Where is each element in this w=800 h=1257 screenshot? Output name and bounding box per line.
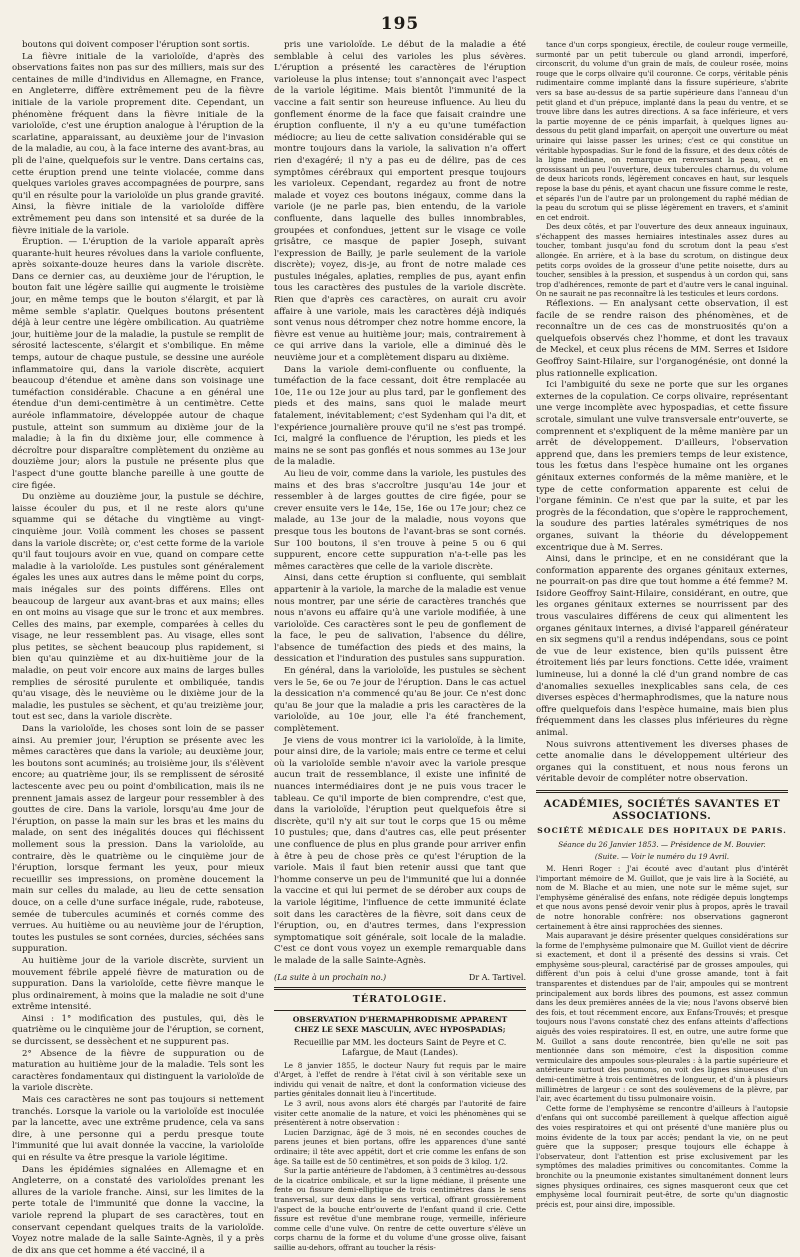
paragraph: Le 3 avril, nous avons alors été chargés par l'autorité de faire visiter cette anomalie de la nature, et voici les phénomènes qui se présentèrent à notre observation :	[274, 1099, 526, 1128]
paragraph: Des deux côtés, et par l'ouverture des deux anneaux inguinaux, s'échappent des masses herniaires intestinales assez dures au toucher, tombant jusqu'au fond du scrotum dont la peau s'est allongée. En arrière, et à la base du scrotum, on distingue deux petits corps ovoïdes de la grosseur d'une petite noisette, durs au toucher, sensibles à la pression, et suspendus à un cordon qui, sans trop d'adhérences, remonte de part et d'autre vers le canal inguinal. On ne saurait ne pas reconnaître là les testicules et leurs cordons.	[536, 222, 788, 299]
to-be-continued-note: (La suite à un prochain no.)	[274, 972, 387, 982]
author-signature: Dr A. Tartivel.	[468, 972, 526, 982]
section-heading: ACADÉMIES, SOCIÉTÉS SAVANTES ET ASSOCIATIONS.	[543, 798, 781, 822]
paragraph: tance d'un corps spongieux, érectile, de couleur rouge vermeille, surmonté par un petit tubercule ou gland arrondi, imperforé, circonscrit, du volume d'un grain de maïs, de couleur rosée, moins rouge que le corps ollvaire qu'il couronne. Ce corps, véritable pénis rudimentaire comme implanté dans la fissure supérieure, s'abrite vers sa base au-dessus de sa partie supérieure dans l'anneau d'un petit gland et d'un prépuce, implanté dans la peau du ventre, et se trouve libre dans les autres directions. A sa face inférieure, et vers la partie moyenne de ce pénis imparfait, à quelques lignes au-dessous du petit gland imparfait, on aperçoit une ouverture ou méat urinaire qui laisse passer les urines; c'est ce qui constitue un véritable hypospadias. Sur le fond de la fissure, et des deux côtés de la ligne médiane, on remarque en renversant la peau, et en grossissant un peu l'ouverture, deux tubercules charnus, du volume de deux haricots ronds, légèrement concaves en haut, sur lesquels repose la base du pénis, et ayant chacun une fissure comme le reste, et séparés l'un de l'autre par un prolongement du raphé médian de la peau du scrotum qui se plisse légèrement en travers, et s'aminit en cet endroit.	[536, 40, 788, 222]
paragraph: Sur la partie antérieure de l'abdomen, à 3 centimètres au-dessous de la cicatrice ombilicale, et sur la ligne médiane, il présente une fente ou fissure demi-elliptique de trois centimètres dans le sens transversal, sur deux dans le sens vertical, offrant grossièrement l'aspect de la bouche entr'ouverte de l'enfant quand il crie. Cette fissure est revêtue d'une membrane rouge, vermeille, inférieure comme celle d'une vulve. On rentre de cette ouverture s'élève un corps charnu de la forme et du volume d'une grosse olive, faisant saillie au-dehors, offrant au toucher la résis-	[274, 1166, 526, 1252]
section-title: TÉRATOLOGIE.	[352, 994, 448, 1006]
paragraph: Mais auparavant je désire présenter quelques considérations sur la forme de l'emphysème pulmonaire que M. Guillot vient de décrire si exactement, et dont il a présenté des dessins si vrais. Cet emphysème sous-pleural, caractérisé par de grosses ampoules, qui diffèrent d'un pois à celui d'une grosse amande, tont à fait transparentes et distendues par de l'air, ampoules qui se montrent principalement aux bords libres des poumons, est assez commun dans les deux premières années de la vie; nous l'avons observé bien des fois, et tout récemment encore, aux Enfans-Trouvés; et presque toujours nous l'avons constaté chez des enfans atteints d'affections aiguës des voies respiratoires. Il est, en outre, une autre forme que M. Guillot a sans doute rencontrée, bien qu'elle ne soit pas mentionnée dans son mémoire, c'est la disposition comme vermiculaire des ampoules sous-pleurales : à la partie supérieure et antérieure surtout des poumons, on voit des lignes sinueuses d'un demi-centimètre à trois centimètres de longueur, et d'un à plusieurs millimètres de largeur : ce sont des soulèvemens de la plèvre, par l'air, avec écartement du tissu pulmonaire voisin.	[536, 931, 788, 1104]
paragraph: Je viens de vous montrer ici la varioloïde, à la limite, pour ainsi dire, de la variole; mais entre ce terme et celui où la varioloïde semble n'avoir avec la variole presque aucun trait de ressemblance, il existe une infinité de nuances intermédiaires dont je ne puis vous tracer le tableau. Ce qu'il importe de bien comprendre, c'est que, dans la varioloïde, l'éruption peut quelquefois être si discrète, qu'il n'y ait sur tout le corps que 15 ou même 10 pustules; que, dans d'autres cas, elle peut présenter une confluence de plus en plus grande pour arriver enfin à être à peu de chose près ce qu'est l'éruption de la variole. Mais il faut bien retenir aussi que tant que l'homme conserve un peu de l'immunité que lui a donnée la vaccine et qui lui permet de se dérober aux coups de la variole légitime, l'influence de cette immunité éclate soit dans les caractères de la fièvre, soit dans ceux de l'éruption, ou, en d'autres termes, dans l'expression symptomatique soit générale, soit locale de la maladie. C'est ce dont vous voyez un exemple remarquable dans le malade de la salle Sainte-Agnès.	[274, 735, 526, 966]
article-signoff	[274, 972, 526, 984]
paragraph: Dans la varioloïde, les choses sont loin de se passer ainsi. Au premier jour, l'éruption se présente avec les mêmes caractères que dans la variole; au deuxième jour, les boutons sont acuminés; au troisième jour, ils s'élèvent encore; au quatrième jour, ils se remplissent de sérosité lactescente avec peu ou point d'ombilication, mais ils ne prennent jamais assez de largeur pour ressembler à des gouttes de cire. Dans la variole, lorsqu'au 4me jour de l'éruption, on passe la main sur les bras et les mains du malade, on sent des inégalités douces qui fléchissent mollement sous la pression. Dans la varioloïde, au contraire, dès le quatrième ou le cinquième jour de l'éruption, lorsque fermant les yeux, pour mieux recueillir ses impressions, on promène doucement la main sur celles du malade, au lieu de cette sensation douce, on a celle d'une surface inégale, rude, raboteuse, semée de tubercules acuminés et cornés comme des verrues. Au huitième ou au neuvième jour de l'éruption, toutes les pustules se sont cornées, durcies, séchées sans suppuration.	[12, 724, 264, 955]
page-number: 195	[380, 14, 420, 34]
paragraph: 2° Absence de la fièvre de suppuration ou de maturation au huitième jour de la maladie. Tels sont les caractères fondamentaux qui distinguent la varioloïde de la variole discrète.	[12, 1048, 264, 1094]
meeting-line: Séance du 26 Janvier 1853. — Présidence de M. Bouvier.	[558, 839, 766, 849]
continuation-note: (Suite. — Voir le numéro du 19 Avril.	[594, 852, 730, 862]
column-2	[274, 40, 526, 1252]
paragraph: Le 8 janvier 1855, le docteur Naury fut requis par le maire d'Arget, à l'effet de rendre à l'état civil à son véritable sexe un individu qui venait de naître, et dont la conformation vicieuse des parties génitales donnait lieu à l'incertitude.	[274, 1060, 526, 1099]
section-divider	[274, 987, 526, 990]
paragraph: Au huitième jour de la variole discrète, survient un mouvement fébrile appelé fièvre de maturation ou de suppuration. Dans la varioloïde, cette fièvre manque le plus ordinairement, à moins que la maladie ne soit d'une extrême intensité.	[12, 955, 264, 1013]
section-divider	[536, 790, 788, 793]
article-byline: Recueillie par MM. les docteurs Saint de Peyre et C. Lafargue, de Maut (Landes).	[293, 1037, 507, 1057]
article-title: OBSERVATION D'HERMAPHRODISME APPARENT CHEZ LE SEXE MASCULIN, AVEC HYPOSPADIAS;	[292, 1014, 508, 1034]
paragraph: M. Henri Roger : J'ai écouté avec d'autant plus d'intérêt l'important mémoire de M. Guillot, que je vais lire à la Société, au nom de M. Blache et au mien, une note sur le même sujet, sur l'emphysème généralisé des enfans, note rédigée depuis longtemps et que nous avons pensé devoir venir plus à propos, après le travail de notre honorable confrère: nos observations gagneront certainement à être ainsi rapprochées des siennes.	[536, 863, 788, 931]
paragraph: Dans la variole demi-confluente ou confluente, la tuméfaction de la face cessant, doit être remplacée au 10e, 11e ou 12e jour au plus tard, par le gonflement des pieds et des mains, sans quoi le malade meurt fatalement, inévitablement; c'est Sydenham qui l'a dit, et l'expérience journalière prouve qu'il ne s'est pas trompé. Ici, malgré la confluence de l'éruption, les pieds et les mains ne se sont pas gonflés et nous sommes au 13e jour de la maladie.	[274, 364, 526, 468]
paragraph: Nous suivrons attentivement les diverses phases de cette anomalie dans le développement ultérieur des organes qui la constituent, et nous nous ferons un véritable devoir de compléter notre observation.	[536, 739, 788, 785]
paragraph: La fièvre initiale de la varioloïde, d'après des observations faites non pas sur des milliers, mais sur des centaines de mille d'individus en Allemagne, en France, en Angleterre, diffère extrêmement peu de la fièvre initiale de la variole proprement dite. Cependant, un phénomène fréquent dans la fièvre initiale de la varioloïde, c'est une éruption analogue à l'éruption de la scarlatine, apparaissant, au deuxième jour de l'invasion de la maladie, au cou, à la face interne des avant-bras, au pli de l'aine, quelquefois sur le ventre. Dans certains cas, cette éruption prend une teinte violacée, comme dans quelques varioles graves accompagnées de pourpre, sans qu'il en résulte pour la varioloïde un plus grande gravité. Ainsi, la fièvre initiale de la varioloïde diffère extrêmement peu dans son intensité et sa durée de la fièvre initiale de la variole.	[12, 51, 264, 236]
column-1	[12, 40, 264, 1256]
paragraph: boutons qui doivent composer l'éruption sont sortis.	[22, 40, 250, 50]
columns	[12, 40, 788, 1256]
paragraph: Cette forme de l'emphysème se rencontre d'ailleurs à l'autopsie d'enfans qui ont succombé pareillement à quelque affection aiguë des voies respiratoires et qui ont présenté d'une manière plus ou moins évidente de la toux par accès; pendant la vie, on ne peut guère que la supposer; presque toujours elle échappe à l'observateur, dont l'attention est prise exclusivement par les symptômes des maladies primitives ou concomitantes. Comme la bronchite ou la pneumonie existantes simultanément donnent leurs signes physiques ordinaires, ces signes masqueront ceux que cet emphysème local fournirait peut-être, de sorte qu'un diagnostic précis est, pour ainsi dire, impossible.	[536, 1103, 788, 1209]
paragraph: Éruption. — L'éruption de la variole apparaît après quarante-huit heures révolues dans la variole confluente, après soixante-douze heures dans la variole discrète. Dans ce dernier cas, au deuxième jour de l'éruption, le bouton fait une légère saillie qui augmente le troisième jour, en même temps que le bouton s'élargit, et par là même semble s'aplatir. Quelques boutons présentent déjà à leur centre une légère ombilication. Au quatrième jour, huitième jour de la maladie, la pustule se remplit de sérosité lactescente, s'élargit et s'ombilique. En même temps, autour de chaque pustule, se dessine une auréole inflammatoire qui, dans la variole discrète, acquiert beaucoup d'étendue et amène dans son voisinage une tuméfaction considérable. Chacune a en général une étendue d'un demi-centimètre à un centimètre. Cette auréole inflammatoire, développée autour de chaque pustule, atteint son summum au dixième jour de la maladie; à la fin du dixième jour, elle commence à décroître pour disparaître complètement du onzième au douzième jour; alors la pustule ne présente plus que l'aspect d'une goutte blanche pareille à une goutte de cire figée.	[12, 237, 264, 491]
paragraph: Mais ces caractères ne sont pas toujours si nettement tranchés. Lorsque la variole ou la varioloïde est inoculée par la lancette, avec une extrême prudence, cela va sans dire, à une personne qui a perdu presque toute l'immunité que lui avait donnée la vaccine, la varioloïde qui en résulte va être presque la variole légitime.	[12, 1095, 264, 1163]
paragraph: En général, dans la varioloïde, les pustules se sèchent vers le 5e, 6e ou 7e jour de l'éruption. Dans le cas actuel la dessication n'a commencé qu'au 8e jour. Ce n'est donc qu'au 8e jour que la maladie a pris les caractères de la varioloïde, au 10e jour, elle l'a été franchement, complètement.	[274, 666, 526, 735]
paragraph: Au lieu de voir, comme dans la variole, les pustules des mains et des bras s'accroître jusqu'au 14e jour et ressembler à de larges gouttes de cire figée, pour se crever ensuite vers le 14e, 15e, 16e ou 17e jour; chez ce malade, au 13e jour de la maladie, nous voyons que presque tous les boutons de l'avant-bras se sont cornés. Sur 100 boutons, il s'en trouve à peine 5 ou 6 qui suppurent, encore cette suppuration n'a-t-elle pas les mêmes caractères que celle de la variole discrète.	[274, 468, 526, 572]
society-heading: SOCIÉTÉ MÉDICALE DES HOPITAUX DE PARIS.	[537, 826, 787, 836]
paragraph: pris une varioloïde. Le début de la maladie a été semblable à celui des varioles les plus sévères. L'éruption a présenté les caractères de l'éruption varioleuse la plus intense; tout s'annonçait avec l'aspect de la variole légitime. Mais bientôt l'immunité de la vaccine a fait sentir son heureuse influence. Au lieu du gonflement énorme de la face que faisait craindre une éruption confluente, il n'y a eu qu'une tuméfaction médiocre; au lieu de cette salivation considérable qui se montre toujours dans la variole, la salivation n'a offert rien d'exagéré; il n'y a pas eu de délire, pas de ces symptômes cérébraux qui emportent presque toujours les varioleux. Cependant, regardez au front de notre malade et voyez ces boutons inégaux, comme dans la variole (je ne parle pas, bien entendu, de la variole confluente, dans laquelle des bulles innombrables, groupées et confondues, jettent sur le visage ce voile grisâtre, ce masque de papier Joseph, suivant l'expression de Bailly, je parle seulement de la variole discrète); voyez, dis-je, au front de notre malade ces pustules inégales, aplaties, remplies de pus, ayant enfin tous les caractères des pustules de la variole discrète. Rien que d'après ces caractères, on aurait cru avoir affaire à une variole, mais les caractères déjà indiqués sont venus nous détromper chez notre homme encore, la fièvre est venue au huitième jour; mais, contrairement à ce qui arrive dans la variole, elle a diminué dès le neuvième jour et a complètement disparu au dixième.	[274, 40, 526, 364]
paragraph: Ainsi : 1° modification des pustules, qui, dès le quatrième ou le cinquième jour de l'éruption, se cornent, se durcissent, se dessèchent et ne suppurent pas.	[12, 1013, 264, 1048]
paragraph: Ainsi, dans cette éruption si confluente, qui semblait appartenir à la variole, la marche de la maladie est venue nous montrer, par une série de caractères tranchés que nous n'avons eu affaire qu'à une variole modifiée, à une varioloïde. Ces caractères sont le peu de gonflement de la face, le peu de salivation, l'absence du délire, l'absence de tuméfaction des pieds et des mains, la dessication et l'induration des pustules sans suppuration.	[274, 573, 526, 665]
title-divider	[274, 1010, 526, 1011]
paragraph: Dans les épidémies signalées en Allemagne et en Angleterre, on a constaté des varioloïdes prenant les allures de la variole franche. Ainsi, sur les limites de la perte totale de l'immunité que donne la vaccine, la variole reprend la plupart de ses caractères, tout en conservant cependant quelques traits de la varioloïde. Voyez notre malade de la salle Sainte-Agnès, il y a près de dix ans que cet homme a été vacciné, il a	[12, 1164, 264, 1256]
paragraph: Ainsi, dans le principe, et en ne considérant que la conformation apparente des organes génitaux externes, ne pourrait-on pas dire que tout homme a été femme? M. Isidore Geoffroy Saint-Hilaire, considérant, en outre, que les organes génitaux externes se nourrissent par des trous vasculaires différens de ceux qui alimentent les organes génitaux internes, a divisé l'appareil générateur en six segmens qu'il a rendus indépendans, sous ce point de vue de leur existence, bien qu'ils puissent être étroitement liés par leurs fonctions. Cette idée, vraiment lumineuse, lui a donné la clé d'un grand nombre de cas d'anomalies sexuelles inexplicables sans cela, de ces diverses espèces d'hermaphrodismes, que la nature nous offre quelquefois dans l'espèce humaine, mais bien plus fréquemment dans les classes plus inférieures du règne animal.	[536, 554, 788, 738]
paragraph: Réflexions. — En analysant cette observation, il est facile de se rendre raison des phénomènes, et de reconnaître un de ces cas de monstruosités qu'on a quelquefois observés chez l'homme, et dont les travaux de Meckel, et ceux plus récens de MM. Serres et Isidore Geoffroy Saint-Hilaire, sur l'organogénésie, ont donné la plus rationnelle explication.	[536, 299, 788, 379]
paragraph: Du onzième au douzième jour, la pustule se déchire, laisse écouler du pus, et il ne reste alors qu'une squamme qui se détache du vingtième au vingt-cinquième jour. Voilà comment les choses se passent dans la variole discrète; or, c'est cette forme de la variole qu'il faut toujours avoir en vue, quand on compare cette maladie à la varioloïde. Les pustules sont généralement égales les unes aux autres dans le même point du corps, mais inégales sur des points différens. Elles ont beaucoup de largeur aux avant-bras et aux mains; elles en ont moins au visage que sur le tronc et aux membres. Celles des mains, par exemple, comparées à celles du visage, ne leur ressemblent pas. Au visage, elles sont plus petites, se sèchent beaucoup plus rapidement, si bien qu'au quinzième et au dix-huitième jour de la maladie, on peut voir encore aux mains de larges bulles remplies de sérosité purulente et ombiliquée, tandis qu'au visage, dès le neuvième ou le dixième jour de la maladie, les pustules se sèchent, et qu'au treizième jour, tout est sec, dans la variole discrète.	[12, 492, 264, 723]
paragraph: Lucien Darzignac, âgé de 3 mois, né en secondes couches de parens jeunes et bien portans, offre les apparences d'une santé ordinaire; il tête avec appétit, dort et crie comme les enfans de son âge. Sa taille est de 50 centimètres, et son poids de 3 kilog. 1/2.	[274, 1127, 526, 1166]
paragraph: Ici l'ambiguité du sexe ne porte que sur les organes externes de la copulation. Ce corps olivaire, représentant une verge incomplète avec hypospadias, et cette fissure scrotale, simulant une vulve transversale entr'ouverte, se comprennent et s'expliquent de la même manière par un arrêt de développement. D'ailleurs, l'observation apprend que, dans les premiers temps de leur existence, tous les fœtus dans l'espèce humaine ont les organes génitaux externes conformés de la même manière, et le type de cette conformation apparente est celui de l'organe féminin. Ce n'est que par la suite, et par les progrès de la fécondation, que s'opère le rapprochement, la soudure des parties latérales symétriques de nos organes, suivant la théorie du développement excentrique due à M. Serres.	[536, 380, 788, 553]
column-3	[536, 40, 788, 1209]
